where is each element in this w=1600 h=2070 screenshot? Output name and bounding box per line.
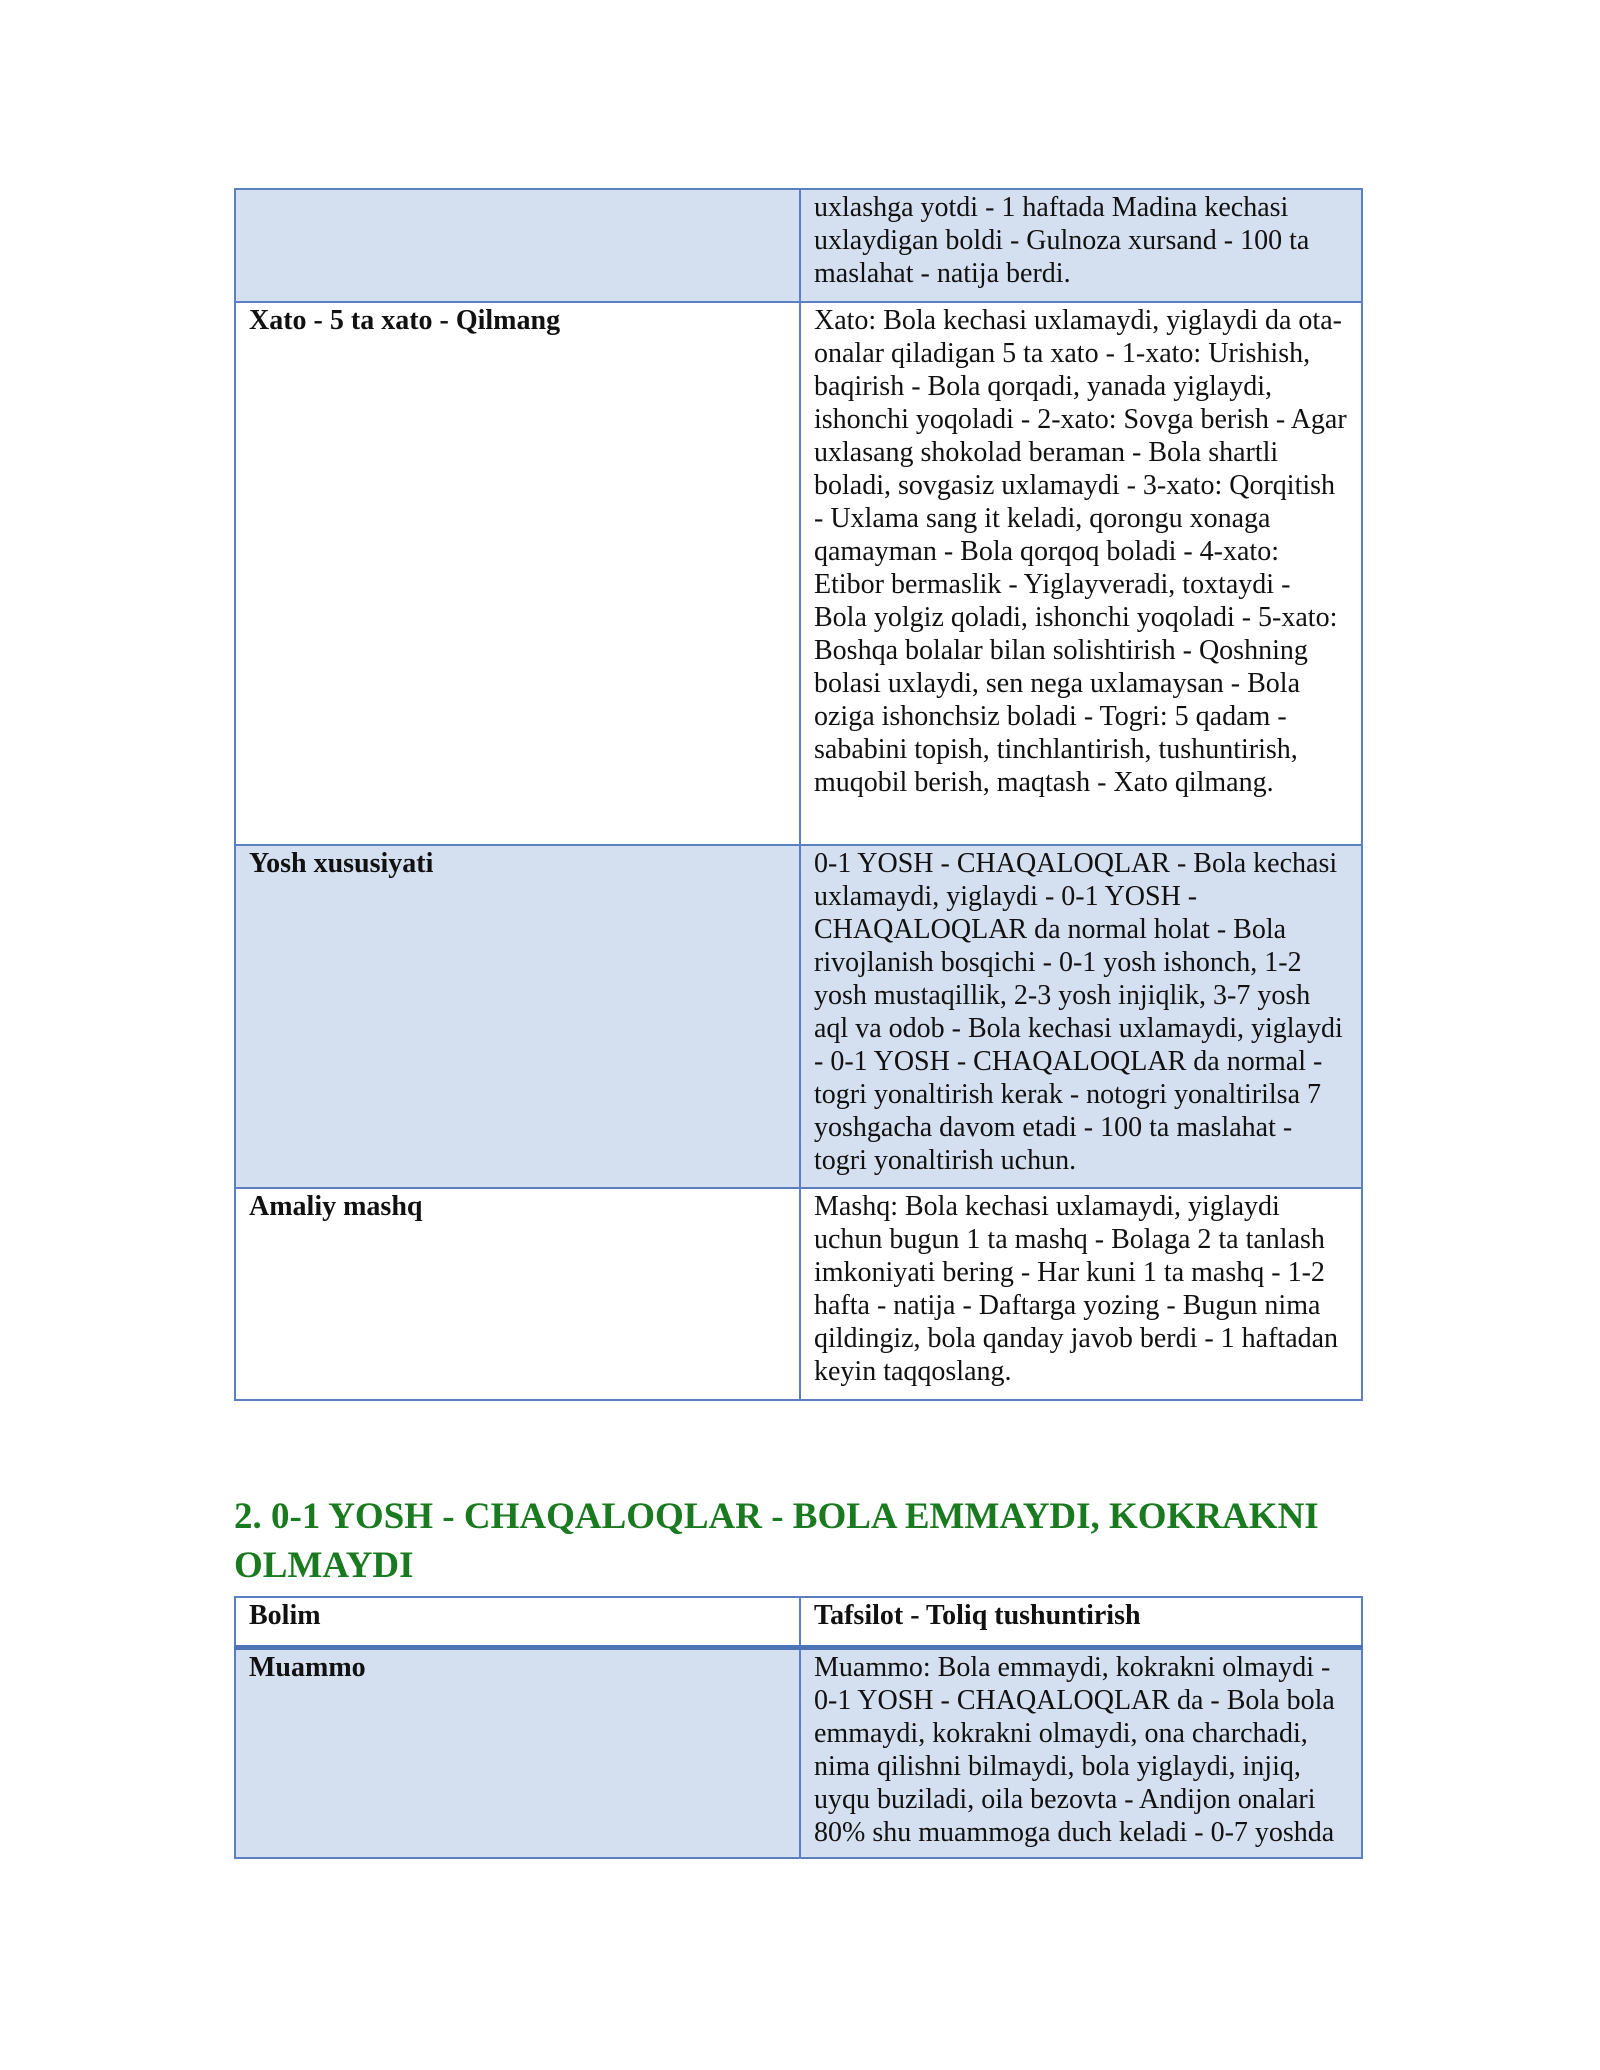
row-detail-cell: Xato: Bola kechasi uxlamaydi, yiglaydi da ota-onalar qiladigan 5 ta xato - 1-xato: Urishish, baqirish - Bola qorqadi, yanada yiglaydi, ishonchi yoqoladi - 2-xato: Sovga berish - Agar uxlasang shokolad beraman - Bola shartli boladi, sovgasiz uxlamaydi - 3-xato: Qorqitish - Uxlama sang it keladi, qorongu xonaga qamayman - Bola qorqoq boladi - 4-xato: Etibor bermaslik - Yiglayveradi, toxtaydi - Bola yolgiz qoladi, ishonchi yoqoladi - 5-xato: Boshqa bolalar bilan solishtirish - Qoshning bolasi uxlaydi, sen nega uxlamaysan - Bola oziga ishonchsiz boladi - Togri: 5 qadam - sababini topish, tinchlantirish, tushuntirish, muqobil berish, maqtash - Xato qilmang.: [800, 302, 1362, 845]
detail-table-continued: [234, 188, 1363, 1401]
section-heading: 2. 0-1 YOSH - CHAQALOQLAR - BOLA EMMAYDI, KOKRAKNI OLMAYDI: [234, 1496, 1319, 1586]
row-label-cell: Muammo: [235, 1647, 800, 1858]
row-label-cell: Xato - 5 ta xato - Qilmang: [235, 302, 800, 845]
table-row: [235, 1647, 1362, 1858]
header-cell-detail: Tafsilot - Toliq tushuntirish: [800, 1597, 1362, 1647]
row-detail-cell: 0-1 YOSH - CHAQALOQLAR - Bola kechasi uxlamaydi, yiglaydi - 0-1 YOSH - CHAQALOQLAR da normal holat - Bola rivojlanish bosqichi - 0-1 yosh ishonch, 1-2 yosh mustaqillik, 2-3 yosh injiqlik, 3-7 yosh aql va odob - Bola kechasi uxlamaydi, yiglaydi - 0-1 YOSH - CHAQALOQLAR da normal - togri yonaltirish kerak - notogri yonaltirilsa 7 yoshgacha davom etadi - 100 ta maslahat - togri yonaltirish uchun.: [800, 845, 1362, 1188]
row-label-cell: Amaliy mashq: [235, 1188, 800, 1400]
table-row: [235, 302, 1362, 845]
detail-table-section-2: [234, 1596, 1363, 1859]
row-detail-cell: Muammo: Bola emmaydi, kokrakni olmaydi - 0-1 YOSH - CHAQALOQLAR da - Bola bola emmaydi, kokrakni olmaydi, ona charchadi, nima qilishni bilmaydi, bola yiglaydi, injiq, uyqu buziladi, oila bezovta - Andijon onalari 80% shu muammoga duch keladi - 0-7 yoshda: [800, 1647, 1362, 1858]
table-row: [235, 845, 1362, 1188]
row-detail-cell: Mashq: Bola kechasi uxlamaydi, yiglaydi uchun bugun 1 ta mashq - Bolaga 2 ta tanlash imkoniyati bering - Har kuni 1 ta mashq - 1-2 hafta - natija - Daftarga yozing - Bugun nima qildingiz, bola qanday javob berdi - 1 haftadan keyin taqqoslang.: [800, 1188, 1362, 1400]
header-cell-section: Bolim: [235, 1597, 800, 1647]
table-row: [235, 1188, 1362, 1400]
table-row: [235, 189, 1362, 302]
table-header-row: [235, 1597, 1362, 1647]
row-detail-cell: uxlashga yotdi - 1 haftada Madina kechasi uxlaydigan boldi - Gulnoza xursand - 100 ta maslahat - natija berdi.: [800, 189, 1362, 302]
row-label-cell: [235, 189, 800, 302]
row-label-cell: Yosh xususiyati: [235, 845, 800, 1188]
